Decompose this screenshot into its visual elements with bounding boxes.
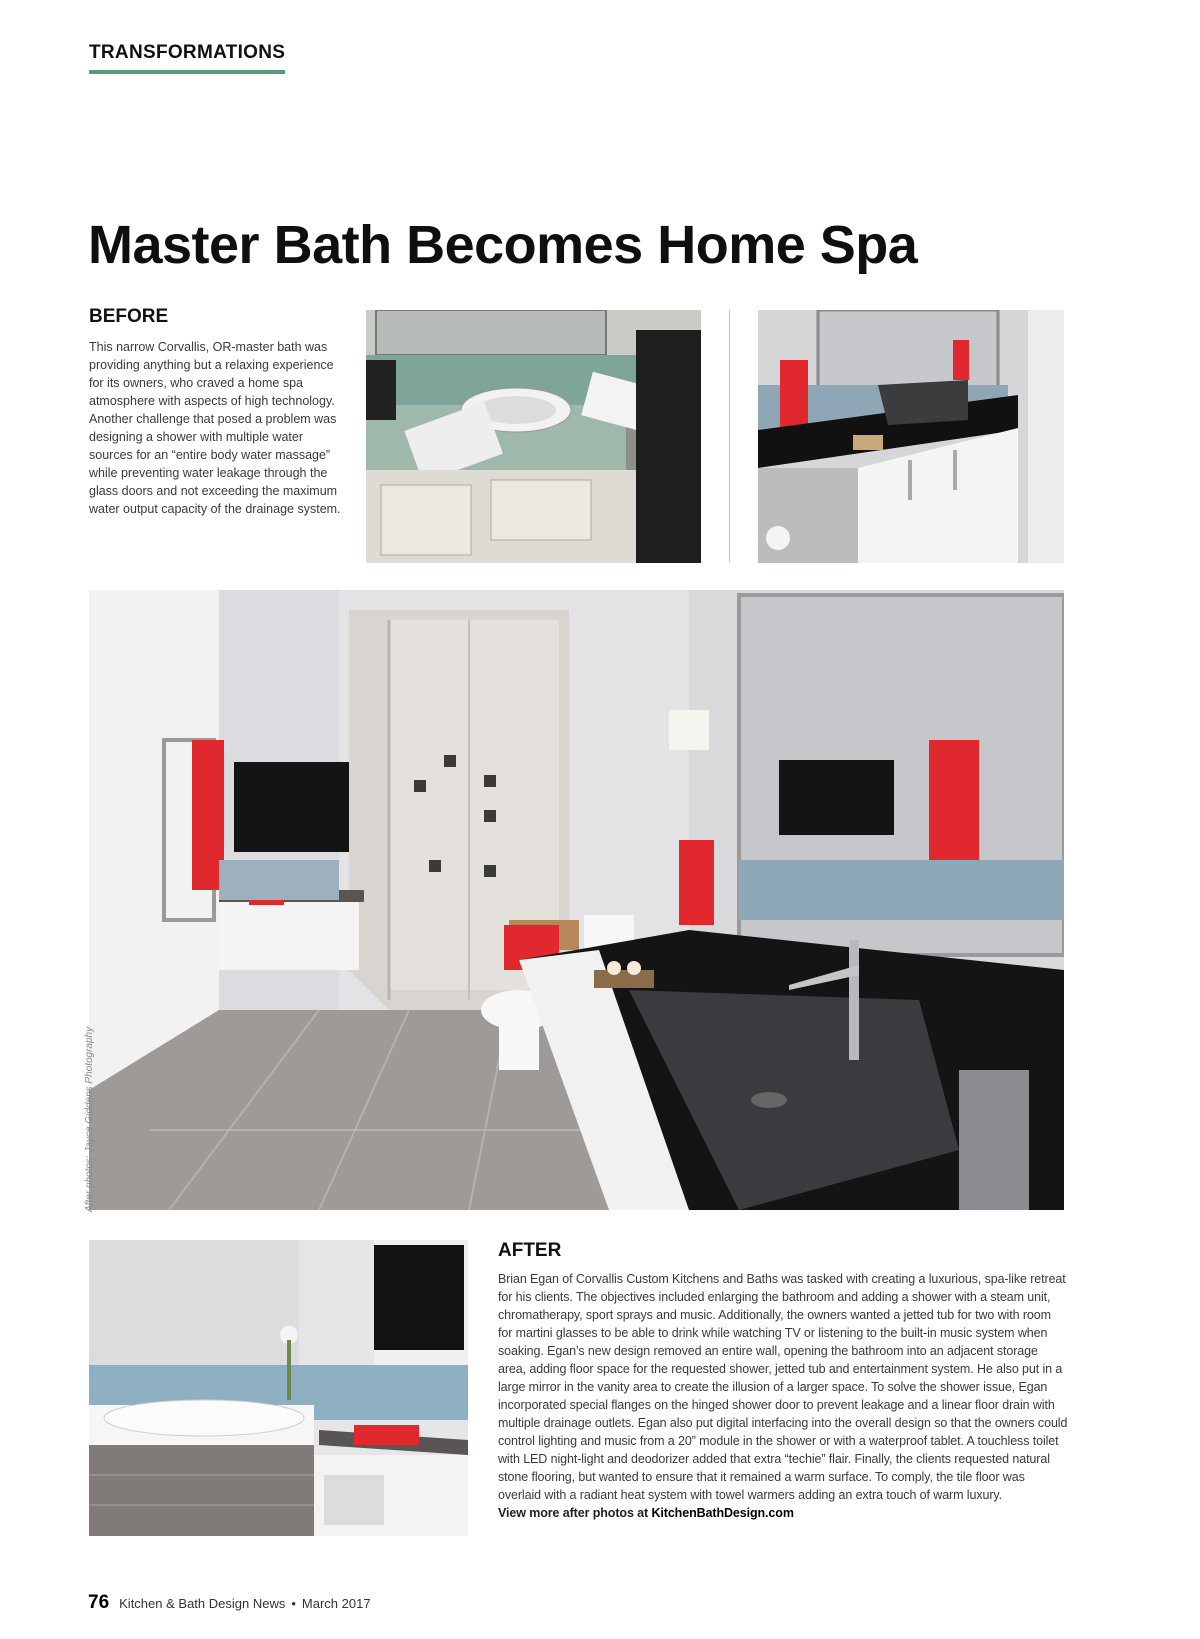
page-footer <box>88 1592 371 1614</box>
article-title: Master Bath Becomes Home Spa <box>88 215 918 275</box>
after-cta-link[interactable]: KitchenBathDesign.com <box>651 1506 794 1520</box>
issue-date: March 2017 <box>301 1596 371 1611</box>
after-cta-prefix: View more after photos at <box>498 1506 652 1520</box>
after-text <box>498 1270 1068 1522</box>
page-number: 76 <box>88 1592 110 1613</box>
vanity-photo <box>758 310 1064 563</box>
tub-photo <box>89 1240 468 1536</box>
photo-credit: After photos: Jayce Giddens Photography <box>84 1026 95 1212</box>
after-body: Brian Egan of Corvallis Custom Kitchens and Baths was tasked with creating a luxurious, spa-like retreat for his clients. The objectives included enlarging the bathroom and adding a shower with a steam unit, chromatherapy, sport sprays and music. Additionally, the owners wanted a jetted tub for two with room for martini glasses to be able to drink while watching TV or listening to the built-in music system when soaking. Egan’s new design removed an entire wall, opening the bathroom into an adjacent storage area, adding floor space for the requested shower, jetted tub and entertainment system. He also put in a large mirror in the vanity area to create the illusion of a larger space. To solve the shower issue, Egan incorporated special flanges on the hinged shower door to prevent leakage and a linear floor drain with multiple drainage outlets. Egan also put digital interfacing into the overall design so that the owners could control lighting and music from a 20” module in the shower or with a waterproof tablet. A touchless toilet with LED night-light and deodorizer added that extra “techie” flair. Finally, the clients requested natural stone flooring, but wanted to ensure that it remained a warm surface. To comply, the tile floor was overlaid with a radiant heat system with towel warmers adding an extra touch of warm luxury. <box>498 1272 1068 1502</box>
footer-separator: • <box>291 1596 296 1611</box>
main-after-photo <box>89 590 1064 1210</box>
photo-divider <box>729 310 730 562</box>
before-photo <box>366 310 701 563</box>
section-label: TRANSFORMATIONS <box>89 42 285 74</box>
after-heading: AFTER <box>498 1240 562 1261</box>
after-cta <box>498 1504 1068 1522</box>
before-text: This narrow Corvallis, OR-master bath was providing anything but a relaxing experience for its owners, who craved a home spa atmosphere with aspects of high technology. Another challenge that posed a problem was designing a shower with multiple water sources for an “entire body water massage” while preventing water leakage through the glass doors and not exceeding the maximum water output capacity of the drainage system. <box>89 340 341 516</box>
before-heading: BEFORE <box>89 306 169 327</box>
publication-name: Kitchen & Bath Design News <box>119 1596 286 1611</box>
